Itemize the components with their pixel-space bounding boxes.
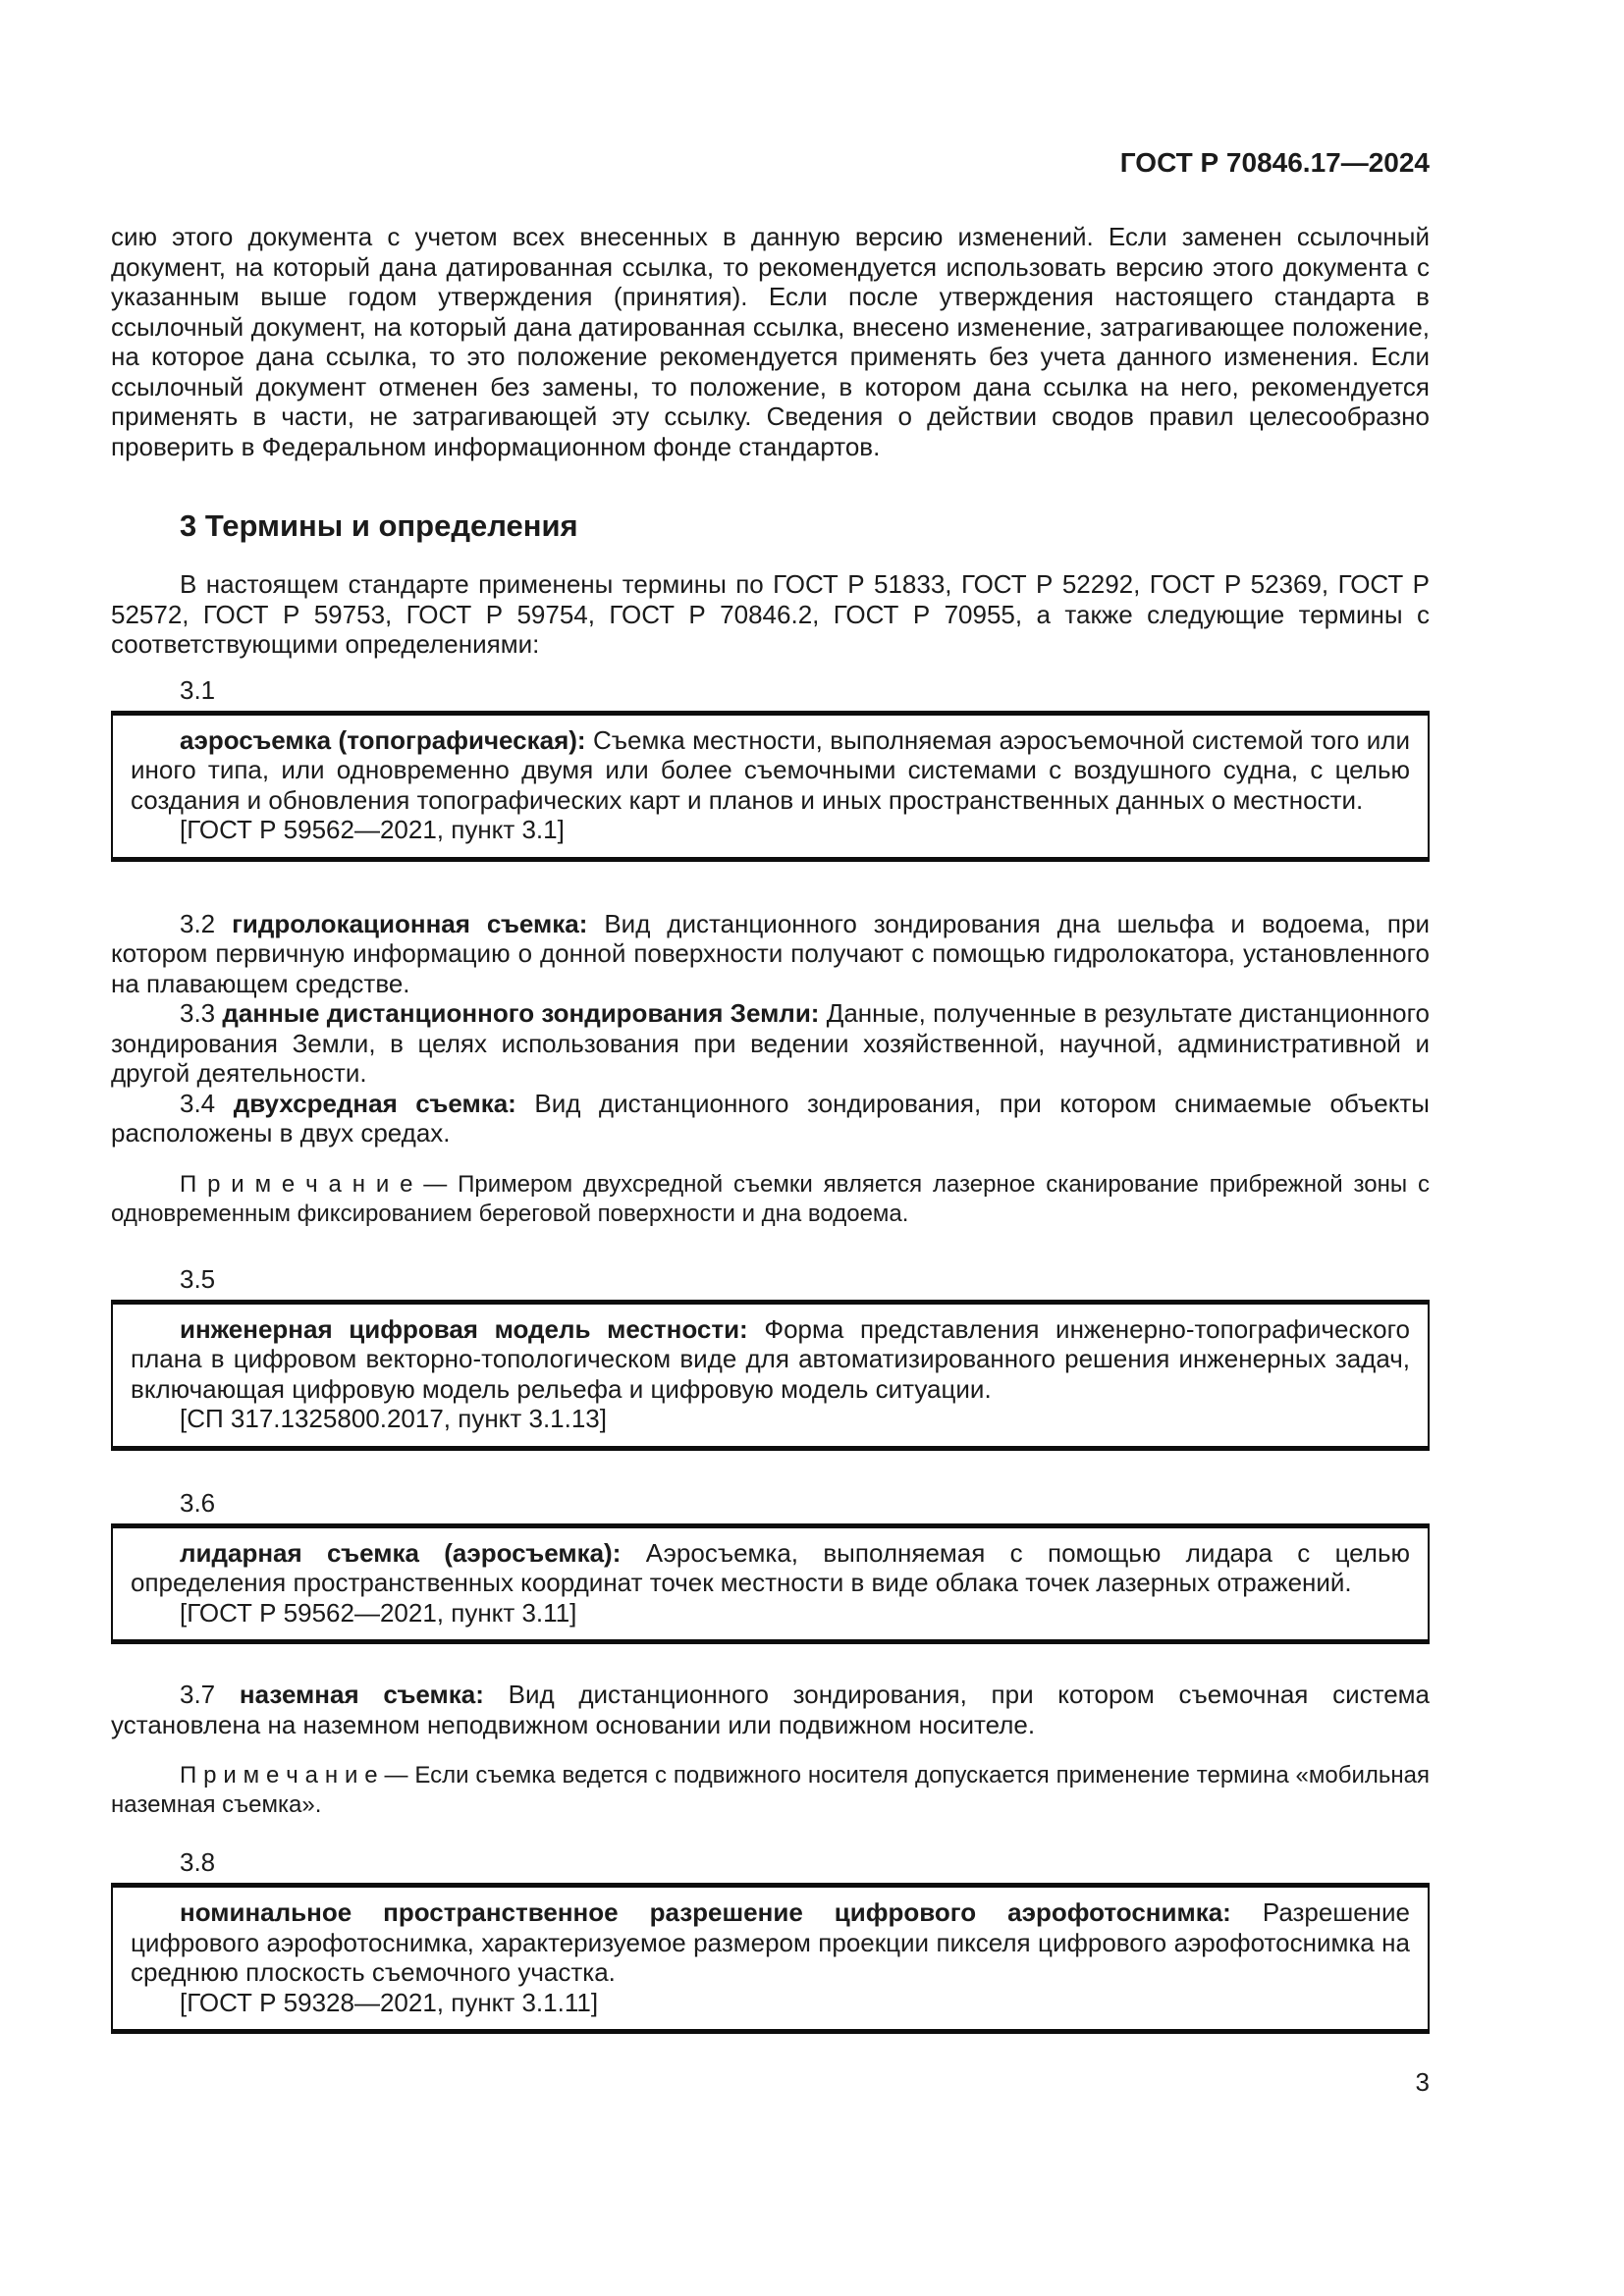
term-box-3-8 — [111, 1883, 1430, 2034]
section-title: 3 Термины и определения — [180, 508, 578, 543]
term-name-3-6: лидарная съемка (аэросъемка): — [180, 1537, 622, 1568]
term-name-3-1: аэросъемка (топографическая): — [180, 724, 586, 755]
page-number: 3 — [1415, 2067, 1430, 2097]
term-text-3-2: Вид дистанционного зондирования дна шельфа и водоема, при котором первичную информацию о донной поверхности получают с помощью гидролокатора, установленного на плавающем средстве. — [111, 908, 1430, 998]
term-definition-3-6 — [131, 1538, 1410, 1598]
term-number-3-5: 3.5 — [180, 1263, 216, 1294]
term-source-3-1: [ГОСТ Р 59562—2021, пункт 3.1] — [180, 815, 565, 844]
term-definition-3-8 — [131, 1897, 1410, 1988]
term-definition-3-1 — [131, 725, 1410, 816]
term-name-3-2: гидролокационная съемка: — [232, 908, 588, 938]
term-number-3-6: 3.6 — [180, 1487, 216, 1518]
term-note-3-7: П р и м е ч а н и е — Если съемка ведется с подвижного носителя допускается применение термина «мобильная наземная съемка». — [111, 1762, 1430, 1818]
term-text-3-8: Разрешение цифрового аэрофотоснимка, характеризуемое размером проекции пикселя цифрового аэрофотоснимка на среднюю плоскость съемочного участка. — [131, 1897, 1410, 1987]
term-box-3-5 — [111, 1300, 1430, 1451]
term-number-3-3: 3.3 — [180, 998, 216, 1028]
doc-code-header: ГОСТ Р 70846.17—2024 — [1119, 147, 1430, 178]
term-source-3-8: [ГОСТ Р 59328—2021, пункт 3.1.11] — [180, 1987, 599, 2017]
term-text-3-7: Вид дистанционного зондирования, при котором съемочная система установлена на наземном неподвижном основании или подвижном носителе. — [111, 1680, 1431, 1739]
term-number-3-8: 3.8 — [180, 1847, 216, 1877]
section-lead-paragraph: В настоящем стандарте применены термины по ГОСТ Р 51833, ГОСТ Р 52292, ГОСТ Р 52369, ГОСТ Р 52572, ГОСТ Р 59753, ГОСТ Р 59754, ГОСТ Р 70846.2, ГОСТ Р 70955, а также следующие термины с соответствующими определениями: — [111, 569, 1430, 659]
term-paragraph-3-3 — [111, 998, 1430, 1089]
term-text-3-6: Аэросъемка, выполняемая с помощью лидара с целью определения пространственных координат точек местности в виде облака точек лазерных отражений. — [131, 1537, 1410, 1597]
term-definition-3-5 — [131, 1314, 1410, 1405]
term-number-3-4: 3.4 — [180, 1088, 216, 1118]
term-name-3-7: наземная съемка: — [239, 1680, 484, 1709]
term-source-3-5: [СП 317.1325800.2017, пункт 3.1.13] — [180, 1404, 607, 1433]
term-box-3-6 — [111, 1523, 1430, 1645]
page-content — [111, 147, 1430, 2034]
term-paragraph-3-7 — [111, 1680, 1430, 1739]
term-number-3-2: 3.2 — [180, 908, 216, 938]
term-name-3-8: номинальное пространственное разрешение цифрового аэрофотоснимка: — [180, 1897, 1231, 1927]
term-source-3-6: [ГОСТ Р 59562—2021, пункт 3.11] — [180, 1597, 577, 1628]
term-number-3-7: 3.7 — [180, 1680, 216, 1709]
continuation-paragraph: сию этого документа с учетом всех внесенных в данную версию изменений. Если заменен ссылочный документ, на который дана датированная ссылка, то рекомендуется использовать версию этого документа с указанным выше годом утверждения (принятия). Если после утверждения настоящего стандарта в ссылочный документ, на который дана датированная ссылка, внесено изменение, затрагивающее положение, на которое дана ссылка, то это положение рекомендуется применять без учета данного изменения. Если ссылочный документ отменен без замены, то положение, в котором дана ссылка на него, рекомендуется применять в части, не затрагивающей эту ссылку. Сведения о действии сводов правил целесообразно проверить в Федеральном информационном фонде стандартов. — [111, 222, 1430, 461]
term-name-3-3: данные дистанционного зондирования Земли: — [222, 998, 820, 1028]
term-text-3-3: Данные, полученные в результате дистанционного зондирования Земли, в целях использования при ведении хозяйственной, научной, административной и другой деятельности. — [111, 998, 1430, 1088]
term-name-3-5: инженерная цифровая модель местности: — [180, 1313, 748, 1344]
term-text-3-4: Вид дистанционного зондирования, при котором снимаемые объекты расположены в двух средах. — [111, 1088, 1430, 1148]
term-number-3-1: 3.1 — [180, 674, 216, 705]
term-text-3-1: Съемка местности, выполняемая аэросъемочной системой того или иного типа, или одновременно двумя или более съемочными системами с воздушного судна, с целью создания и обновления топографических карт и планов и иных пространственных данных о местности. — [131, 724, 1410, 815]
term-name-3-4: двухсредная съемка: — [233, 1088, 516, 1118]
term-box-3-1 — [111, 711, 1430, 862]
term-paragraph-3-4 — [111, 1089, 1430, 1148]
term-paragraph-3-2 — [111, 909, 1430, 999]
term-text-3-5: Форма представления инженерно-топографического плана в цифровом векторно-топологическом виде для автоматизированного решения инженерных задач, включающая цифровую модель рельефа и цифровую модель ситуации. — [131, 1313, 1410, 1404]
term-note-3-4: П р и м е ч а н и е — Примером двухсредной съемки является лазерное сканирование прибрежной зоны с одновременным фиксированием береговой поверхности и дна водоема. — [111, 1170, 1430, 1227]
